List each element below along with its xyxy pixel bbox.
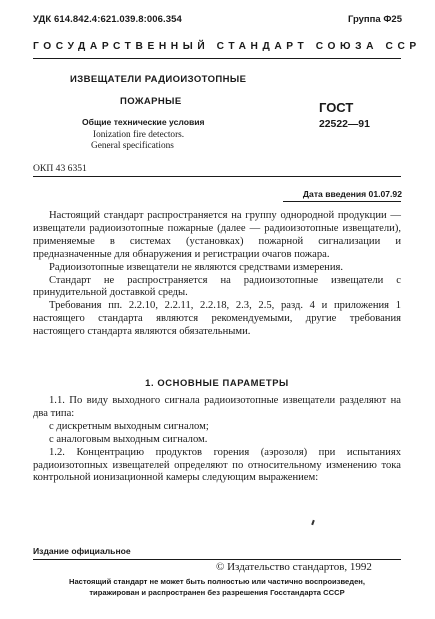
paragraph-exclusion: Стандарт не распространяется на радиоизотопные извещатели с принудительной доставкой среды. — [33, 274, 401, 299]
title-en-line-1: Ionization fire detectors. — [93, 130, 185, 140]
body-intro — [33, 210, 401, 339]
title-block-rule — [33, 176, 401, 177]
paragraph-1-1: 1.1. По виду выходного сигнала радиоизотопные извещатели разделяют на два типа: — [33, 395, 401, 419]
paragraph-requirements: Требования пп. 2.2.10, 2.2.11, 2.2.18, 2.3, 2.5, разд. 4 и приложения 1 настоящего стандарта являются рекомендуемыми, другие требования настоящего стандарта являются обязательными. — [33, 300, 401, 338]
official-edition: Издание официальное — [33, 546, 131, 556]
group-code: Группа Ф25 — [347, 14, 402, 25]
title-line-2: ПОЖАРНЫЕ — [120, 96, 182, 107]
reproduction-notice-line-2: тиражирован и распространен без разрешения Госстандарта СССР — [89, 588, 345, 597]
header-rule — [33, 58, 401, 59]
paragraph-not-measuring: Радиоизотопные извещатели не являются средствами измерения. — [49, 261, 344, 273]
body-section-1 — [33, 395, 401, 485]
reproduction-notice-line-1: Настоящий стандарт не может быть полностью или частично воспроизведен, — [68, 577, 366, 586]
paragraph-1-2: 1.2. Концентрацию продуктов горения (аэрозоля) при испытаниях радиоизотопных извещателей определяют по относительному изменению тока контрольной ионизационной камеры следующим выражением: — [33, 446, 401, 484]
okp-code: ОКП 43 6351 — [33, 163, 87, 174]
effective-date: Дата введения 01.07.92 — [302, 189, 402, 199]
udk-code: УДК 614.842.4:621.039.8:006.354 — [33, 14, 182, 25]
effective-date-rule — [283, 201, 401, 202]
gost-number: 22522—91 — [319, 119, 370, 130]
section-heading: 1. ОСНОВНЫЕ ПАРАМЕТРЫ — [145, 377, 289, 388]
copyright: © Издательство стандартов, 1992 — [216, 561, 372, 573]
gost-label: ГОСТ — [319, 100, 354, 115]
subtitle-ru: Общие технические условия — [82, 117, 205, 127]
list-item-analog: с аналоговым выходным сигналом. — [49, 433, 208, 445]
footer-rule — [33, 559, 401, 560]
paragraph-scope: Настоящий стандарт распространяется на группу однородной продукции — извещатели радиоизотопные пожарные (далее — радиоизотопные извещатели), применяемые в системах (установках) пожарной сигнализации и предназначенные для обнаружения и регистрации очагов пожара. — [33, 210, 401, 260]
state-standard-title: ГОСУДАРСТВЕННЫЙ СТАНДАРТ СОЮЗА ССР — [33, 41, 421, 52]
title-en-line-2: General specifications — [91, 141, 174, 151]
title-line-1: ИЗВЕЩАТЕЛИ РАДИОИЗОТОПНЫЕ — [70, 74, 247, 85]
list-item-discrete: с дискретным выходным сигналом; — [49, 420, 209, 432]
stray-mark — [311, 520, 315, 525]
